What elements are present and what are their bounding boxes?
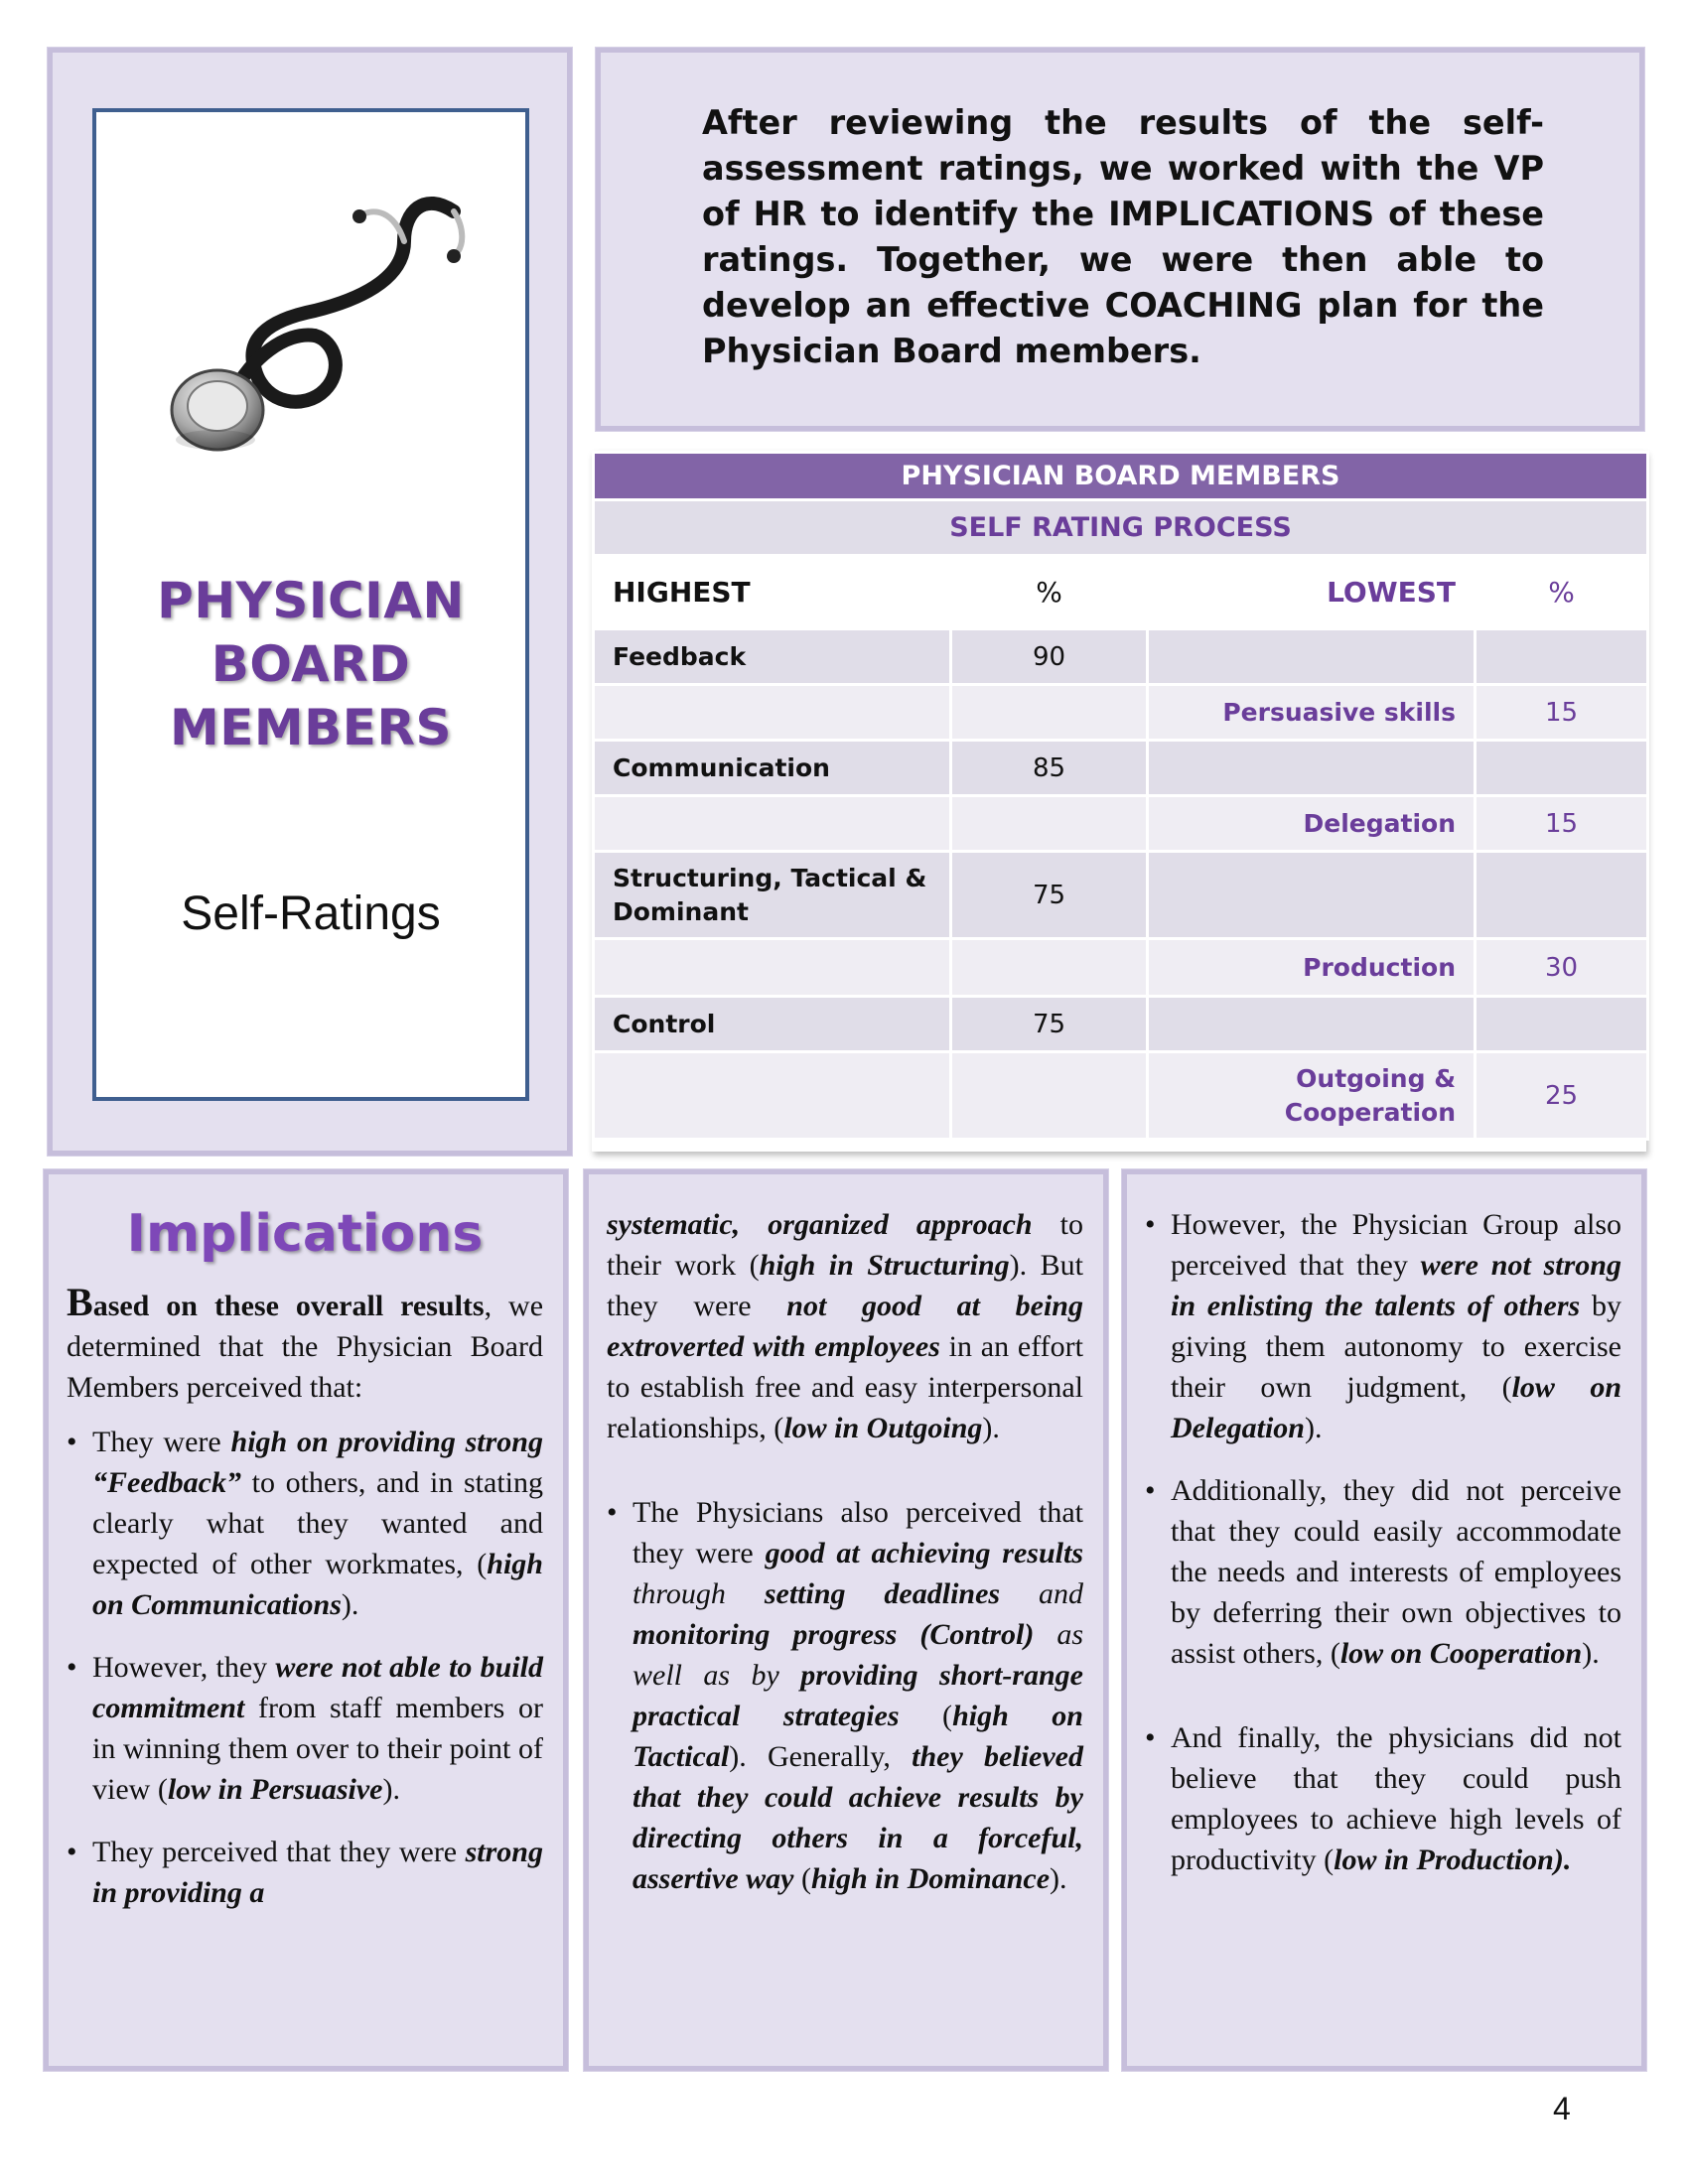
text-span: high in Structuring [759, 1249, 1010, 1282]
table-title: PHYSICIAN BOARD MEMBERS [594, 453, 1648, 500]
list-item [67, 1832, 543, 1913]
implications-column-1 [44, 1169, 568, 2071]
table-cell: 90 [951, 629, 1148, 685]
text-span: And finally, the physicians did not believe that they could push employees to achieve high levels of productivity ( [1171, 1721, 1621, 1876]
text-span: low on Delegation [1171, 1371, 1622, 1444]
table-cell: Delegation [1148, 796, 1476, 852]
table-cell: 15 [1476, 685, 1648, 741]
table-cell [594, 685, 951, 741]
text-span: low in Persuasive [167, 1773, 383, 1806]
text-span: high on Tactical [633, 1700, 1083, 1773]
text-span: providing short-range practical strategies [633, 1659, 1083, 1732]
table-cell [1148, 629, 1476, 685]
table-cell [1476, 852, 1648, 939]
ratings-table-wrapper [592, 451, 1646, 1152]
table-row [594, 939, 1648, 997]
table-cell: 75 [951, 852, 1148, 939]
table-cell [951, 939, 1148, 997]
text-span: by giving them autonomy to exercise their own judgment, ( [1171, 1290, 1621, 1404]
text-span: They were [92, 1426, 231, 1458]
implications-column-2 [584, 1169, 1108, 2071]
list-item [67, 1647, 543, 1810]
lead-bold: ased on these overall results [92, 1290, 485, 1322]
drop-initial: B [67, 1280, 93, 1324]
text-span: ). But they were [607, 1249, 1083, 1322]
table-cell: 25 [1476, 1052, 1648, 1140]
text-span: However, they [92, 1651, 276, 1684]
header-lowest: LOWEST [1148, 556, 1476, 629]
text-span: in an effort to establish free and easy interpersonal relationships, ( [607, 1330, 1083, 1444]
text-span: were not strong in enlisting the talents of others [1171, 1249, 1621, 1322]
lead-text: , we determined that the Physician Board Members perceived that: [67, 1290, 544, 1404]
table-cell [951, 796, 1148, 852]
text-span: ). [382, 1773, 400, 1806]
table-cell: 15 [1476, 796, 1648, 852]
table-row [594, 685, 1648, 741]
stethoscope-icon [156, 172, 474, 470]
text-span: as well as by [633, 1618, 1083, 1692]
bullet-list [67, 1422, 543, 1913]
text-span: good at achieving results [765, 1537, 1084, 1570]
page-number: 4 [1553, 2091, 1571, 2126]
cover-title [96, 569, 525, 759]
table-cell [1148, 741, 1476, 796]
text-span: The Physicians also perceived that they were [633, 1496, 1083, 1570]
column-text [607, 1204, 1083, 1921]
implications-column-3 [1122, 1169, 1646, 2071]
table-cell: Persuasive skills [1148, 685, 1476, 741]
implications-heading: Implications [126, 1204, 484, 1264]
text-span: not good at being extroverted with employees [607, 1290, 1083, 1363]
table-cell [1148, 852, 1476, 939]
cover-title-line: MEMBERS [170, 699, 452, 756]
cover-subtitle: Self-Ratings [181, 887, 441, 940]
table-row [594, 629, 1648, 685]
intro-panel [596, 48, 1644, 431]
text-span: ( [899, 1700, 953, 1732]
table-cell [951, 1052, 1148, 1140]
text-span: strong in providing a [92, 1836, 543, 1909]
text-span: high in Dominance [810, 1862, 1051, 1895]
table-row [594, 796, 1648, 852]
continued-paragraph [607, 1204, 1083, 1448]
text-span: ). [1050, 1862, 1067, 1895]
list-item [607, 1492, 1083, 1899]
table-cell: Structuring, Tactical & Dominant [594, 852, 951, 939]
table-row [594, 997, 1648, 1052]
text-span: systematic, organized approach [607, 1208, 1033, 1241]
text-span: high on providing strong “Feedback” [92, 1426, 543, 1499]
table-cell: 75 [951, 997, 1148, 1052]
text-span: ( [793, 1862, 811, 1895]
bullet-list [1145, 1204, 1621, 1880]
intro-text: After reviewing the results of the self-assessment ratings, we worked with the VP of HR to identify the IMPLICATIONS of these ratings. Together, we were then able to develop an effective COACHING plan for the Physician Board members. [702, 103, 1544, 370]
table-row [594, 741, 1648, 796]
text-span: ). [341, 1588, 359, 1621]
list-item [67, 1422, 543, 1625]
table-subtitle: SELF RATING PROCESS [594, 500, 1648, 556]
header-pct: % [1476, 556, 1648, 629]
text-span: Additionally, they did not perceive that they could easily accommodate the needs and interests of employees by deferring their own objectives to assist others, ( [1171, 1474, 1621, 1670]
text-span: monitoring progress (Control) [633, 1618, 1035, 1651]
table-cell [1148, 997, 1476, 1052]
column-text [1145, 1204, 1621, 1902]
text-span: they believed that they could achieve results by directing others in a forceful, assertive way [633, 1740, 1083, 1895]
text-span: ). Generally, [729, 1740, 913, 1773]
lead-paragraph [67, 1282, 543, 1408]
text-span: and [1000, 1577, 1084, 1610]
cover-title-line: BOARD [211, 635, 411, 693]
list-item [1145, 1717, 1621, 1880]
cover-title-line: PHYSICIAN [157, 572, 465, 629]
text-span: from staff members or in winning them over to their point of view ( [92, 1692, 543, 1806]
table-row [594, 852, 1648, 939]
table-cell [1476, 997, 1648, 1052]
ratings-table [592, 451, 1649, 1141]
table-cell: Control [594, 997, 951, 1052]
text-span: ). [1582, 1637, 1600, 1670]
text-span: to others, and in stating clearly what they wanted and expected of other workmates, ( [92, 1466, 543, 1580]
header-pct: % [951, 556, 1148, 629]
table-cell [594, 939, 951, 997]
text-span: high on Communications [92, 1548, 543, 1621]
text-span: ). [1305, 1412, 1323, 1444]
text-span: low in Production). [1334, 1843, 1572, 1876]
text-span: were not able to build commitment [92, 1651, 543, 1724]
text-span: They perceived that they were [92, 1836, 466, 1868]
table-cell [1476, 629, 1648, 685]
text-span: ). [982, 1412, 1000, 1444]
table-cell [951, 685, 1148, 741]
table-cell: 30 [1476, 939, 1648, 997]
table-cell: Communication [594, 741, 951, 796]
text-span: to their work ( [607, 1208, 1083, 1282]
table-cell [1476, 741, 1648, 796]
header-highest: HIGHEST [594, 556, 951, 629]
list-item [1145, 1470, 1621, 1674]
bullet-list [607, 1492, 1083, 1899]
table-cell: Outgoing & Cooperation [1148, 1052, 1476, 1140]
text-span: low on Cooperation [1339, 1637, 1583, 1670]
table-cell: Feedback [594, 629, 951, 685]
text-span: However, the Physician Group also perceived that they [1171, 1208, 1621, 1282]
cover-card [92, 108, 529, 1101]
text-span: low in Outgoing [783, 1412, 983, 1444]
table-cell [594, 796, 951, 852]
column-text [67, 1204, 543, 1935]
table-cell: 85 [951, 741, 1148, 796]
table-row [594, 1052, 1648, 1140]
text-span: setting deadlines [764, 1577, 1001, 1610]
table-cell [594, 1052, 951, 1140]
table-cell: Production [1148, 939, 1476, 997]
text-span: through [633, 1577, 765, 1610]
cover-panel [48, 48, 572, 1156]
list-item [1145, 1204, 1621, 1448]
